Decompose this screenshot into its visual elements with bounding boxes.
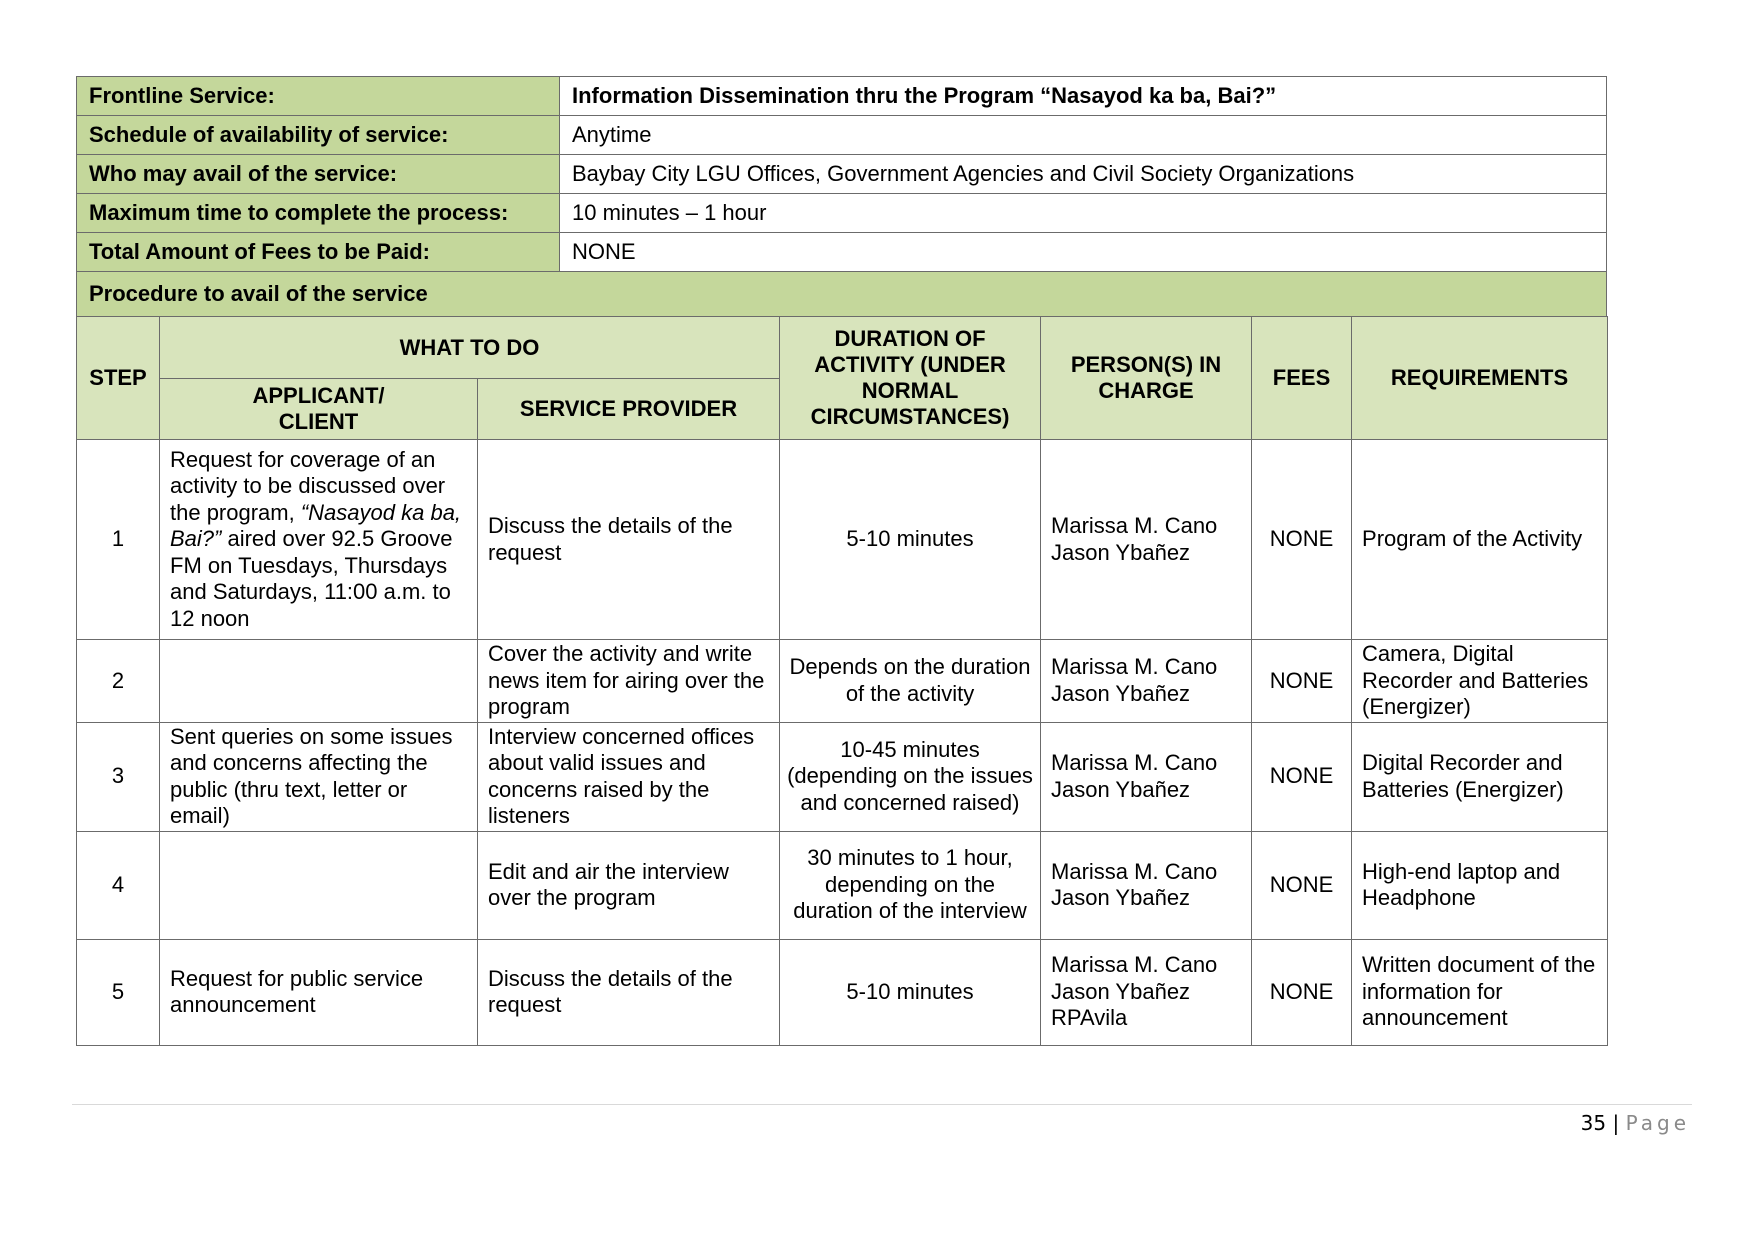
procedure-heading: Procedure to avail of the service bbox=[77, 272, 1607, 317]
page-label: Page bbox=[1625, 1111, 1690, 1135]
info-label: Who may avail of the service: bbox=[77, 155, 560, 194]
provider-action: Edit and air the interview over the program bbox=[478, 831, 780, 939]
header-persons-in-charge: PERSON(S) IN CHARGE bbox=[1041, 317, 1252, 440]
header-step: STEP bbox=[77, 317, 160, 440]
header-fees: FEES bbox=[1252, 317, 1352, 440]
step-number: 1 bbox=[77, 440, 160, 640]
info-value: NONE bbox=[560, 233, 1607, 272]
step-number: 3 bbox=[77, 722, 160, 831]
persons-in-charge: Marissa M. Cano Jason Ybañez bbox=[1041, 440, 1252, 640]
program-name: “Nasayod ka ba, Bai?” bbox=[170, 499, 462, 552]
page-number: 35 bbox=[1580, 1111, 1607, 1135]
duration: 5-10 minutes bbox=[780, 440, 1041, 640]
duration: 5-10 minutes bbox=[780, 939, 1041, 1045]
duration: 10-45 minutes (depending on the issues and concerned raised) bbox=[780, 722, 1041, 831]
footer-separator: | bbox=[1612, 1111, 1620, 1135]
persons-in-charge: Marissa M. Cano Jason Ybañez RPAvila bbox=[1041, 939, 1252, 1045]
table-row bbox=[77, 640, 1608, 723]
applicant-action: Sent queries on some issues and concerns affecting the public (thru text, letter or email) bbox=[160, 722, 478, 831]
info-value: Baybay City LGU Offices, Government Agencies and Civil Society Organizations bbox=[560, 155, 1607, 194]
fees: NONE bbox=[1252, 722, 1352, 831]
info-row-max-time bbox=[77, 194, 1607, 233]
info-label: Schedule of availability of service: bbox=[77, 116, 560, 155]
applicant-action: Request for public service announcement bbox=[160, 939, 478, 1045]
header-duration: DURATION OF ACTIVITY (UNDER NORMAL CIRCUMSTANCES) bbox=[780, 317, 1041, 440]
provider-action: Discuss the details of the request bbox=[478, 939, 780, 1045]
fees: NONE bbox=[1252, 939, 1352, 1045]
service-info-table bbox=[76, 76, 1607, 317]
table-row bbox=[77, 440, 1608, 640]
persons-in-charge: Marissa M. Cano Jason Ybañez bbox=[1041, 722, 1252, 831]
applicant-text: aired over 92.5 Groove FM on Tuesdays, Thursdays and Saturdays, 11:00 a.m. to 12 noon bbox=[170, 526, 453, 631]
page-footer bbox=[1581, 1111, 1690, 1135]
table-row bbox=[77, 939, 1608, 1045]
persons-in-charge: Marissa M. Cano Jason Ybañez bbox=[1041, 640, 1252, 723]
applicant-action bbox=[160, 440, 478, 640]
provider-action: Cover the activity and write news item for airing over the program bbox=[478, 640, 780, 723]
step-number: 2 bbox=[77, 640, 160, 723]
header-requirements: REQUIREMENTS bbox=[1352, 317, 1608, 440]
info-row-schedule bbox=[77, 116, 1607, 155]
info-row-frontline-service bbox=[77, 77, 1607, 116]
fees: NONE bbox=[1252, 640, 1352, 723]
applicant-action bbox=[160, 831, 478, 939]
duration: Depends on the duration of the activity bbox=[780, 640, 1041, 723]
table-row bbox=[77, 722, 1608, 831]
step-number: 5 bbox=[77, 939, 160, 1045]
duration: 30 minutes to 1 hour, depending on the duration of the interview bbox=[780, 831, 1041, 939]
info-value: Anytime bbox=[560, 116, 1607, 155]
fees: NONE bbox=[1252, 440, 1352, 640]
fees: NONE bbox=[1252, 831, 1352, 939]
requirements: Camera, Digital Recorder and Batteries (Energizer) bbox=[1352, 640, 1608, 723]
footer-divider bbox=[72, 1104, 1692, 1105]
persons-in-charge: Marissa M. Cano Jason Ybañez bbox=[1041, 831, 1252, 939]
info-label: Total Amount of Fees to be Paid: bbox=[77, 233, 560, 272]
header-row-1 bbox=[77, 317, 1608, 379]
info-value: 10 minutes – 1 hour bbox=[560, 194, 1607, 233]
provider-action: Interview concerned offices about valid issues and concerns raised by the listeners bbox=[478, 722, 780, 831]
info-label: Frontline Service: bbox=[77, 77, 560, 116]
requirements: High-end laptop and Headphone bbox=[1352, 831, 1608, 939]
info-value: Information Dissemination thru the Program “Nasayod ka ba, Bai?” bbox=[560, 77, 1607, 116]
header-applicant: APPLICANT/ CLIENT bbox=[160, 379, 478, 440]
provider-action: Discuss the details of the request bbox=[478, 440, 780, 640]
requirements: Written document of the information for announcement bbox=[1352, 939, 1608, 1045]
step-number: 4 bbox=[77, 831, 160, 939]
table-row bbox=[77, 831, 1608, 939]
info-row-who-may-avail bbox=[77, 155, 1607, 194]
info-row-fees bbox=[77, 233, 1607, 272]
requirements: Program of the Activity bbox=[1352, 440, 1608, 640]
applicant-text: Request for coverage of an activity to be discussed over the program, bbox=[170, 446, 446, 525]
header-service-provider: SERVICE PROVIDER bbox=[478, 379, 780, 440]
procedure-heading-row bbox=[77, 272, 1607, 317]
applicant-action bbox=[160, 640, 478, 723]
info-label: Maximum time to complete the process: bbox=[77, 194, 560, 233]
procedure-table bbox=[76, 316, 1608, 1046]
header-what-to-do: WHAT TO DO bbox=[160, 317, 780, 379]
requirements: Digital Recorder and Batteries (Energizer) bbox=[1352, 722, 1608, 831]
